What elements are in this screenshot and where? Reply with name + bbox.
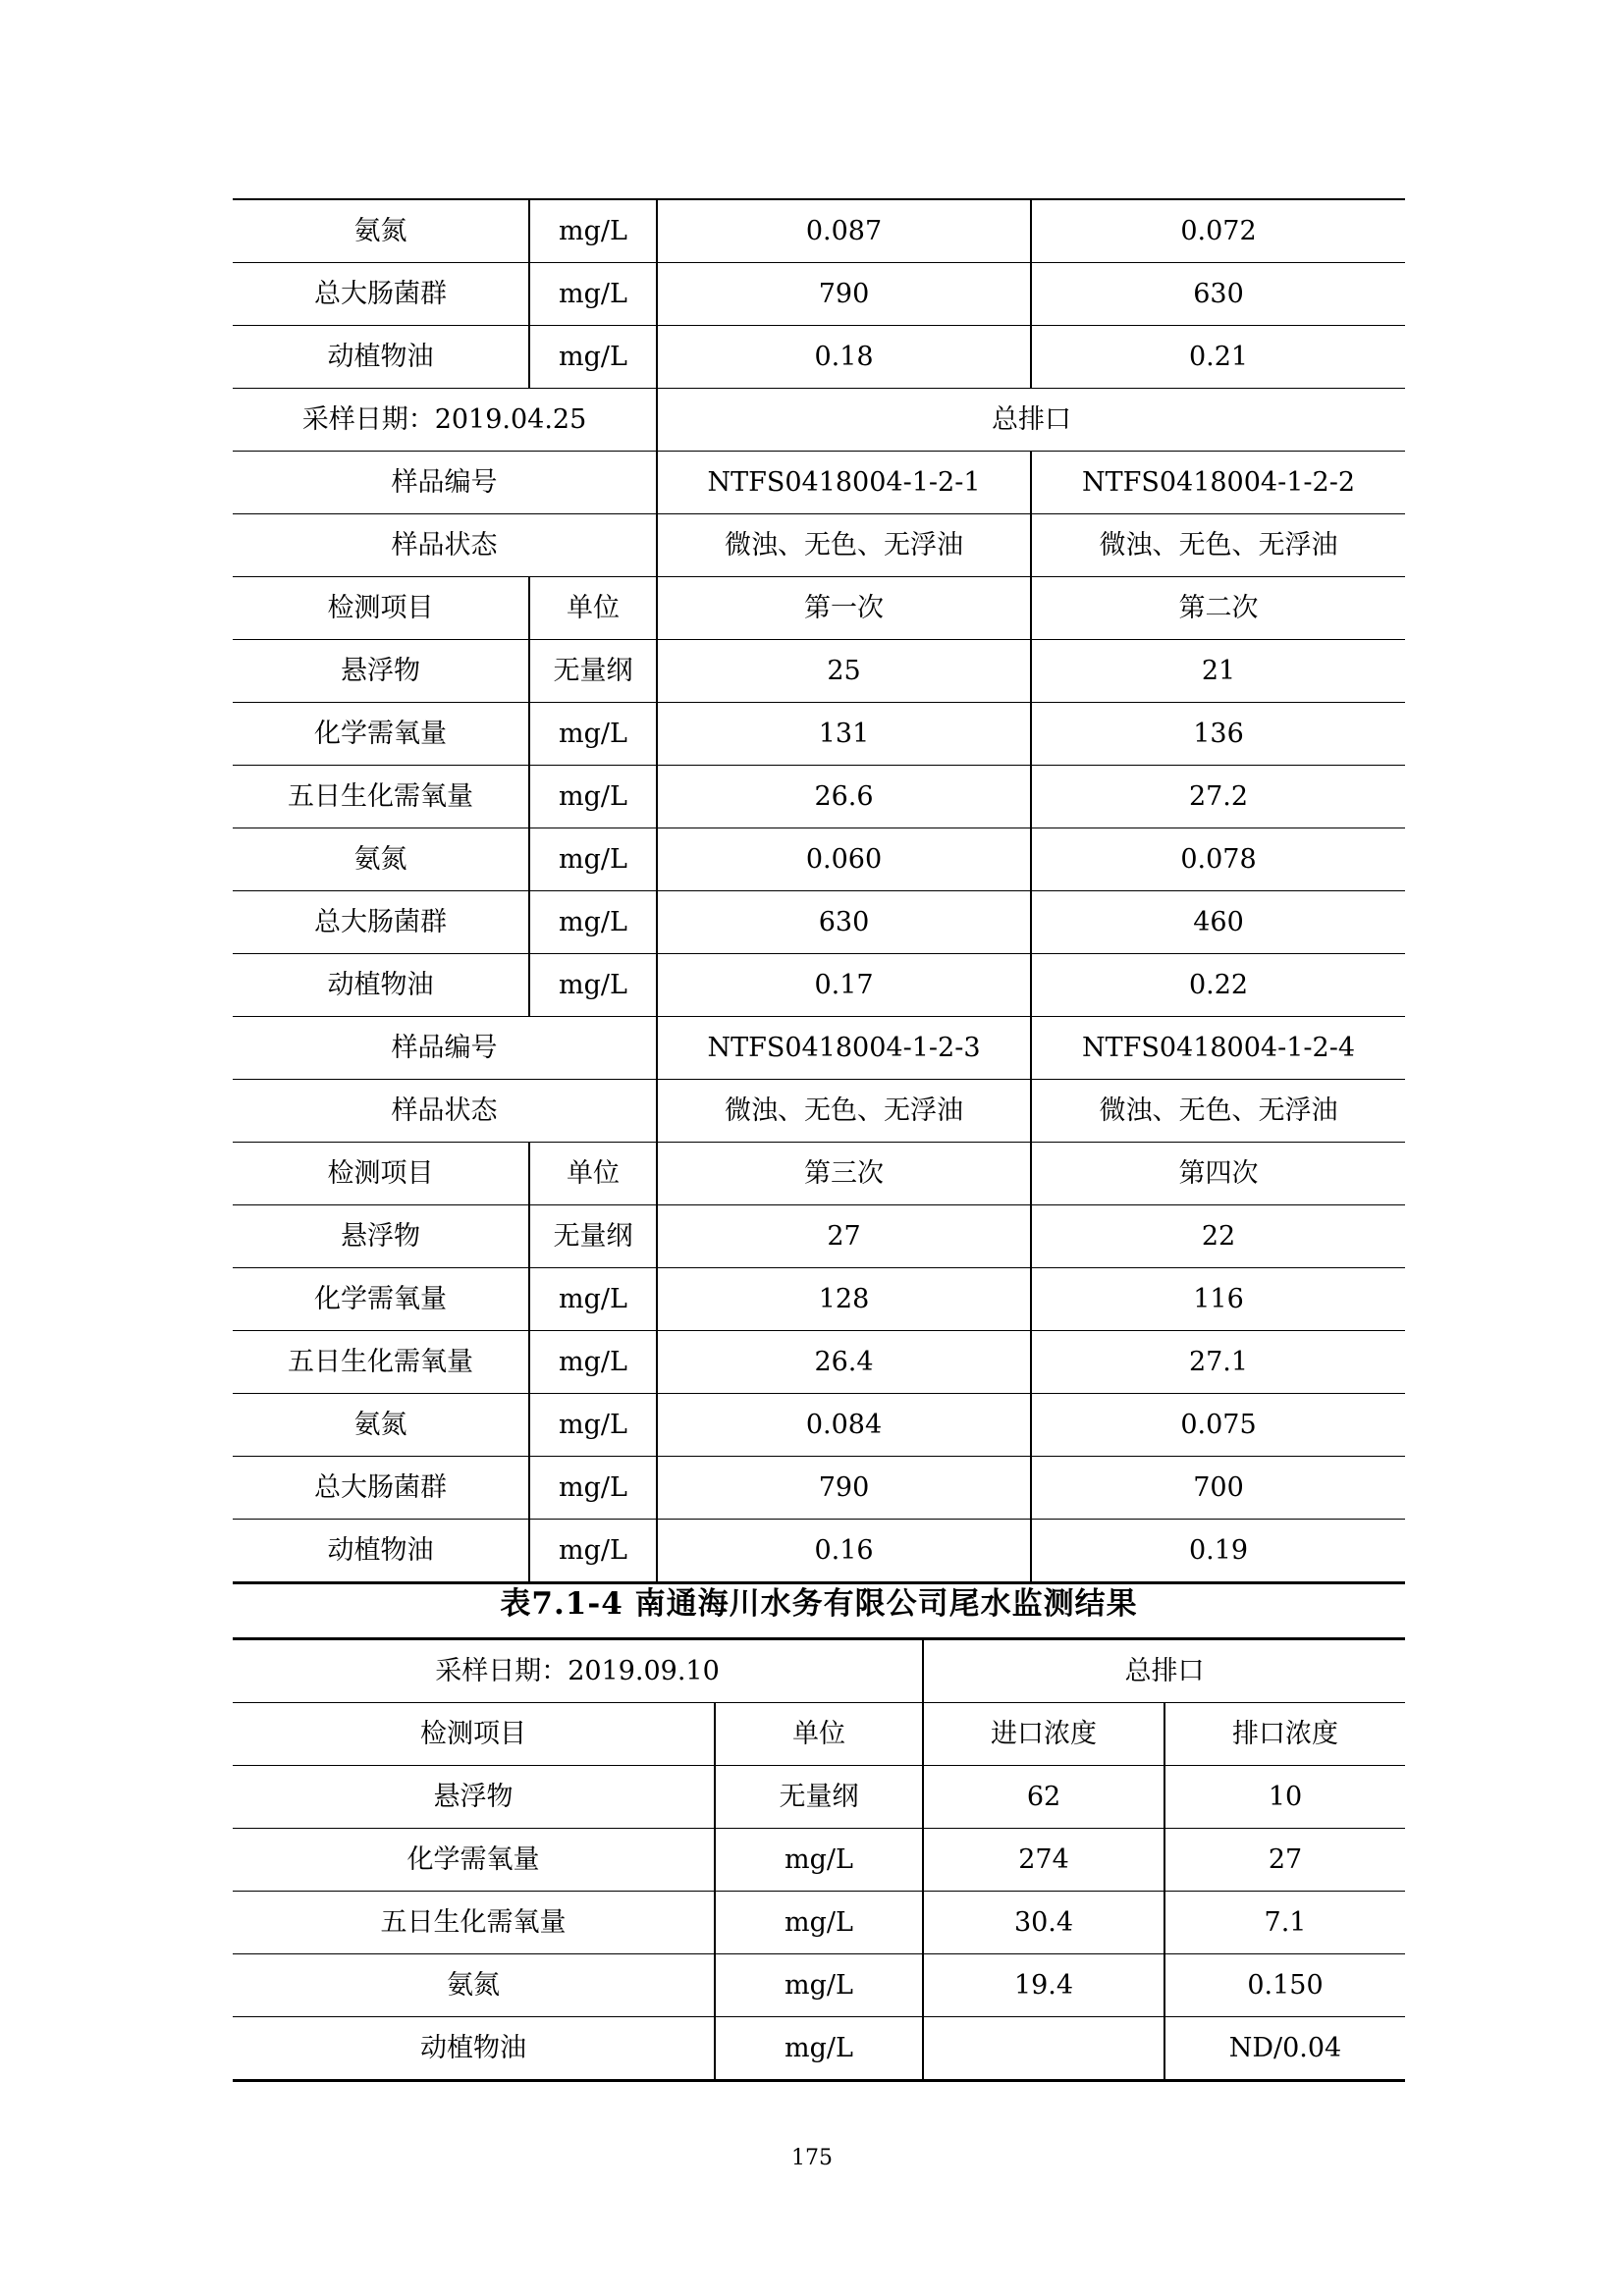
table-cell: mg/L (715, 1892, 923, 1954)
table-cell: mg/L (529, 199, 657, 263)
table-row (233, 640, 1405, 703)
table-cell: NTFS0418004-1-2-1 (657, 452, 1031, 514)
table-cell: mg/L (529, 1520, 657, 1583)
table-cell: NTFS0418004-1-2-4 (1031, 1017, 1405, 1080)
table-row (233, 263, 1405, 326)
table-cell: 微浊、无色、无浮油 (657, 514, 1031, 577)
table-cell: 总大肠菌群 (233, 263, 529, 326)
table-cell: 131 (657, 703, 1031, 766)
table-cell: 总排口 (923, 1639, 1405, 1703)
table-row (233, 891, 1405, 954)
table-cell: 10 (1164, 1766, 1405, 1829)
table-cell: 悬浮物 (233, 640, 529, 703)
table-cell: 630 (1031, 263, 1405, 326)
table-cell: mg/L (529, 1457, 657, 1520)
table-cell: 第四次 (1031, 1143, 1405, 1205)
table-cell: 0.150 (1164, 1954, 1405, 2017)
table-row (233, 1892, 1405, 1954)
table-row (233, 1268, 1405, 1331)
table-cell: 化学需氧量 (233, 1268, 529, 1331)
table-cell: 样品状态 (233, 514, 657, 577)
table-row (233, 1520, 1405, 1583)
table-cell: 22 (1031, 1205, 1405, 1268)
table-cell: 0.16 (657, 1520, 1031, 1583)
table-cell: 0.072 (1031, 199, 1405, 263)
table-cell: 检测项目 (233, 1143, 529, 1205)
table-cell: mg/L (715, 1829, 923, 1892)
table-row (233, 1639, 1405, 1703)
table-cell: 274 (923, 1829, 1164, 1892)
table-cell: 0.084 (657, 1394, 1031, 1457)
table-cell: 单位 (529, 577, 657, 640)
table-cell: ND/0.04 (1164, 2017, 1405, 2081)
table-row (233, 1080, 1405, 1143)
table-cell: 27.2 (1031, 766, 1405, 828)
table-cell: mg/L (529, 954, 657, 1017)
table-cell: 27 (657, 1205, 1031, 1268)
table-cell: 单位 (715, 1703, 923, 1766)
table-cell: 采样日期：2019.04.25 (233, 389, 657, 452)
table-row (233, 1143, 1405, 1205)
table-cell: 无量纲 (715, 1766, 923, 1829)
table-row (233, 1394, 1405, 1457)
table-cell: 0.075 (1031, 1394, 1405, 1457)
table-cell: mg/L (529, 766, 657, 828)
table-row (233, 326, 1405, 389)
table-cell: 26.6 (657, 766, 1031, 828)
table-cell: 悬浮物 (233, 1766, 715, 1829)
monitoring-table-continued (233, 198, 1405, 1584)
table-cell: 0.19 (1031, 1520, 1405, 1583)
table-cell (923, 2017, 1164, 2081)
table-cell: 五日生化需氧量 (233, 1892, 715, 1954)
table-row (233, 577, 1405, 640)
table-cell: 检测项目 (233, 1703, 715, 1766)
table-cell: 氨氮 (233, 828, 529, 891)
table-cell: 样品状态 (233, 1080, 657, 1143)
table-cell: 氨氮 (233, 199, 529, 263)
table-cell: 460 (1031, 891, 1405, 954)
table-caption: 表7.1-4 南通海川水务有限公司尾水监测结果 (500, 1586, 1138, 1622)
table-row (233, 828, 1405, 891)
table-cell: 化学需氧量 (233, 1829, 715, 1892)
table-cell: 128 (657, 1268, 1031, 1331)
table-row (233, 1205, 1405, 1268)
table-cell: mg/L (529, 703, 657, 766)
table-cell: 700 (1031, 1457, 1405, 1520)
table-cell: 0.21 (1031, 326, 1405, 389)
table-row (233, 1017, 1405, 1080)
table-cell: 116 (1031, 1268, 1405, 1331)
table-cell: 进口浓度 (923, 1703, 1164, 1766)
table-cell: 62 (923, 1766, 1164, 1829)
table-cell: 0.18 (657, 326, 1031, 389)
table-cell: 微浊、无色、无浮油 (1031, 1080, 1405, 1143)
table-cell: NTFS0418004-1-2-3 (657, 1017, 1031, 1080)
table-cell: 136 (1031, 703, 1405, 766)
table-cell: 25 (657, 640, 1031, 703)
table-row (233, 452, 1405, 514)
table-cell: mg/L (715, 2017, 923, 2081)
effluent-monitoring-table (233, 1637, 1405, 2082)
table-cell: 氨氮 (233, 1954, 715, 2017)
table-row (233, 514, 1405, 577)
table-cell: 无量纲 (529, 1205, 657, 1268)
table-cell: 27 (1164, 1829, 1405, 1892)
table-row (233, 1331, 1405, 1394)
table-cell: 总大肠菌群 (233, 891, 529, 954)
table-cell: 第二次 (1031, 577, 1405, 640)
table-cell: 单位 (529, 1143, 657, 1205)
table-cell: 无量纲 (529, 640, 657, 703)
table-cell: mg/L (715, 1954, 923, 2017)
table-cell: mg/L (529, 263, 657, 326)
table-cell: 19.4 (923, 1954, 1164, 2017)
table-cell: 总排口 (657, 389, 1405, 452)
table-cell: 0.087 (657, 199, 1031, 263)
table-row (233, 703, 1405, 766)
table-cell: 7.1 (1164, 1892, 1405, 1954)
table-cell: NTFS0418004-1-2-2 (1031, 452, 1405, 514)
table-cell: 排口浓度 (1164, 1703, 1405, 1766)
table-cell: 动植物油 (233, 326, 529, 389)
table-cell: 26.4 (657, 1331, 1031, 1394)
table-cell: 动植物油 (233, 954, 529, 1017)
table-row (233, 1829, 1405, 1892)
table-row (233, 2017, 1405, 2081)
table-cell: mg/L (529, 1331, 657, 1394)
table-row (233, 1766, 1405, 1829)
table-cell: 30.4 (923, 1892, 1164, 1954)
table-cell: 790 (657, 263, 1031, 326)
table-row (233, 389, 1405, 452)
table-cell: 氨氮 (233, 1394, 529, 1457)
table-cell: mg/L (529, 828, 657, 891)
table-cell: 0.22 (1031, 954, 1405, 1017)
table-cell: 微浊、无色、无浮油 (657, 1080, 1031, 1143)
table-cell: 样品编号 (233, 1017, 657, 1080)
table-cell: 0.17 (657, 954, 1031, 1017)
table-cell: mg/L (529, 891, 657, 954)
page-number: 175 (791, 2146, 833, 2170)
table-cell: 0.060 (657, 828, 1031, 891)
table-row (233, 1457, 1405, 1520)
table-cell: mg/L (529, 1394, 657, 1457)
table-cell: 790 (657, 1457, 1031, 1520)
table-cell: 630 (657, 891, 1031, 954)
table-cell: mg/L (529, 1268, 657, 1331)
table-cell: 五日生化需氧量 (233, 766, 529, 828)
table-cell: 27.1 (1031, 1331, 1405, 1394)
table-row (233, 766, 1405, 828)
table-cell: 动植物油 (233, 2017, 715, 2081)
table-cell: 样品编号 (233, 452, 657, 514)
table-row (233, 199, 1405, 263)
table-cell: 总大肠菌群 (233, 1457, 529, 1520)
table-cell: 第一次 (657, 577, 1031, 640)
table-cell: 微浊、无色、无浮油 (1031, 514, 1405, 577)
table-cell: 检测项目 (233, 577, 529, 640)
table-row (233, 1954, 1405, 2017)
table-cell: mg/L (529, 326, 657, 389)
table-cell: 第三次 (657, 1143, 1031, 1205)
table-cell: 0.078 (1031, 828, 1405, 891)
table-cell: 21 (1031, 640, 1405, 703)
table-cell: 悬浮物 (233, 1205, 529, 1268)
table-cell: 五日生化需氧量 (233, 1331, 529, 1394)
table-row (233, 954, 1405, 1017)
table-cell: 化学需氧量 (233, 703, 529, 766)
table-cell: 动植物油 (233, 1520, 529, 1583)
table-row (233, 1703, 1405, 1766)
table-cell: 采样日期：2019.09.10 (233, 1639, 923, 1703)
